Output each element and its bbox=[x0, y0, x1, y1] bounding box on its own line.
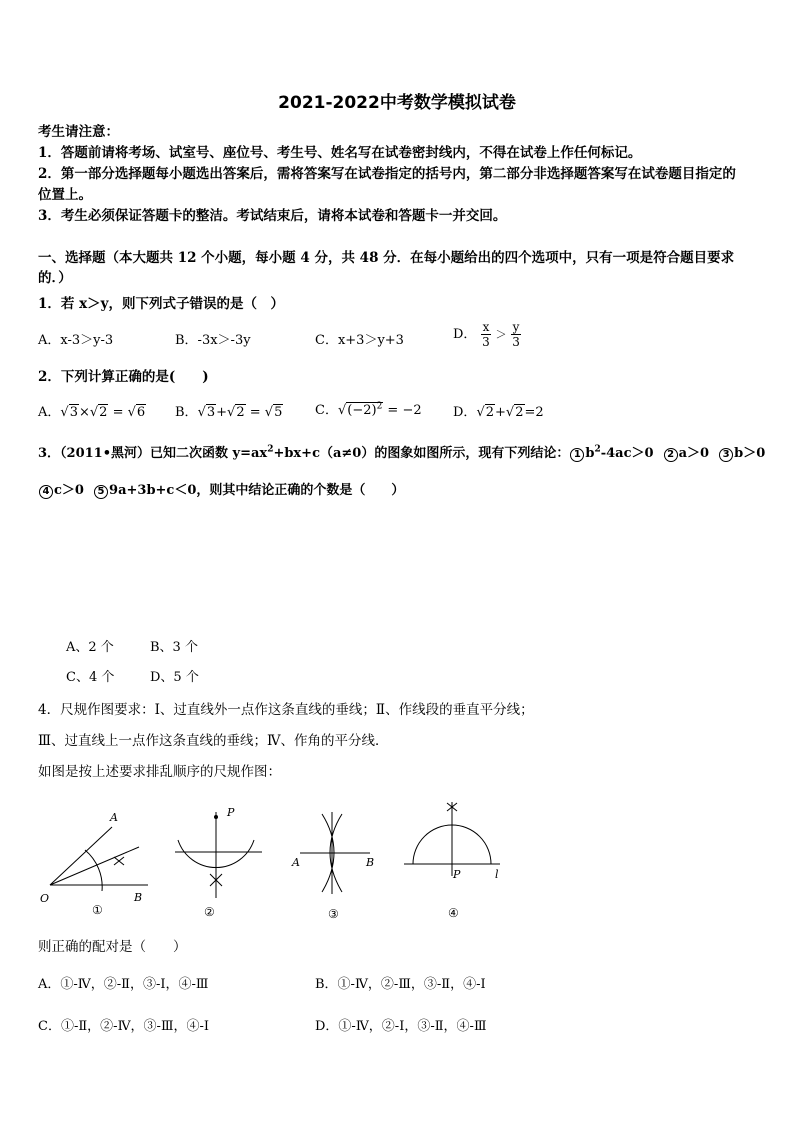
q4-stem-line-2: Ⅲ、过直线上一点作这条直线的垂线；Ⅳ、作角的平分线． bbox=[38, 733, 389, 749]
q3-stem-line-1: 3．（2011•黑河）已知二次函数 $y=ax^2+bx+c(a\ne 0)$的图象如图所示，现有下列结论： 1 $b^2-4ac>0$ 2 a＞0 3 b＞0 bbox=[38, 444, 766, 461]
fig1-label-a: A bbox=[110, 811, 118, 824]
q1-option-d: D． $\frac{x}{3}$ ＞ $\frac{y}{3}$ bbox=[453, 320, 520, 349]
notice-line-3: 3．考生必须保证答题卡的整洁。考试结束后，请将本试卷和答题卡一并交回。 bbox=[38, 208, 507, 224]
notice-line-1: 1．答题前请将考场、试室号、座位号、考生号、姓名写在试卷密封线内，不得在试卷上作任何标记。 bbox=[38, 145, 642, 161]
q3-option-b: B、3 个 bbox=[150, 640, 198, 655]
q2-option-d: D．√2+√2=2 bbox=[453, 405, 544, 420]
q4-stem-line-3: 如图是按上述要求排乱顺序的尺规作图： bbox=[38, 764, 281, 780]
fig1-label-b: B bbox=[134, 891, 143, 904]
q4-stem-line-1: 4．尺规作图要求：Ⅰ、过直线外一点作这条直线的垂线；Ⅱ、作线段的垂直平分线； bbox=[38, 702, 534, 718]
fig3-label-b: B bbox=[366, 856, 375, 869]
q4-option-c: C．①-Ⅱ，②-Ⅳ，③-Ⅲ，④-Ⅰ bbox=[38, 1019, 210, 1034]
fig4-label-p: P bbox=[453, 868, 461, 881]
figure-2-perpendicular-from-point bbox=[170, 800, 270, 925]
fig3-label-a: A bbox=[292, 856, 300, 869]
q3-option-d: D、5 个 bbox=[150, 670, 199, 685]
q1-option-c: C．x+3＞y+3 bbox=[315, 333, 404, 348]
fig4-number: ④ bbox=[448, 906, 459, 920]
q4-option-d: D．①-Ⅳ，②-Ⅰ，③-Ⅱ，④-Ⅲ bbox=[315, 1019, 487, 1034]
figure-4-perpendicular-at-point bbox=[398, 790, 513, 920]
q1-option-a: A．x-3＞y-3 bbox=[38, 333, 114, 348]
page-title: 2021-2022中考数学模拟试卷 bbox=[278, 93, 516, 113]
q3-stem-line-2: 4 c＞0 5 9a+3b+c＜0，则其中结论正确的个数是（ ） bbox=[38, 479, 404, 499]
notice-heading: 考生请注意： bbox=[38, 124, 119, 140]
q1-option-b: B．-3x＞-3y bbox=[175, 333, 251, 348]
q2-option-a: A．√3×√2 = √6 bbox=[38, 405, 146, 420]
q4-option-a: A．①-Ⅳ，②-Ⅱ，③-Ⅰ，④-Ⅲ bbox=[38, 977, 209, 992]
figure-3-perpendicular-bisector bbox=[288, 800, 388, 925]
fraction-x-over-3: $\frac{x}{3}$ bbox=[482, 320, 490, 349]
fig1-number: ① bbox=[92, 903, 103, 917]
q1-stem: 1．若 x＞y，则下列式子错误的是（ ） bbox=[38, 296, 284, 312]
fig2-number: ② bbox=[204, 905, 215, 919]
q3-option-a: A、2 个 bbox=[66, 640, 114, 655]
section-1-heading: 一、选择题（本大题共 12 个小题，每小题 4 分，共 48 分．在每小题给出的四个选项中，只有一项是符合题目要求 bbox=[38, 250, 735, 266]
fig4-label-l: l bbox=[495, 868, 499, 881]
notice-line-2b: 位置上。 bbox=[38, 187, 92, 203]
figure-1-angle-bisector bbox=[36, 805, 156, 925]
q2-option-c: C．$√(-2)^2 = -2$ bbox=[315, 401, 422, 418]
q3-option-c: C、4 个 bbox=[66, 670, 115, 685]
q4-option-b: B．①-Ⅳ，②-Ⅲ，③-Ⅱ，④-Ⅰ bbox=[315, 977, 486, 992]
fig2-label-p: P bbox=[227, 806, 235, 819]
q2-stem: 2．下列计算正确的是( ) bbox=[38, 369, 209, 385]
q2-option-b: B．√3+√2 = √5 bbox=[175, 405, 283, 420]
section-1-heading-cont: 的．） bbox=[38, 270, 72, 286]
fig1-label-o: O bbox=[40, 892, 50, 905]
q4-ask: 则正确的配对是（ ） bbox=[38, 939, 187, 955]
notice-line-2a: 2．第一部分选择题每小题选出答案后，需将答案写在试卷指定的括号内，第二部分非选择题答案写在试卷题目指定的 bbox=[38, 166, 736, 182]
fig3-number: ③ bbox=[328, 907, 339, 921]
fraction-y-over-3: $\frac{y}{3}$ bbox=[512, 320, 520, 349]
